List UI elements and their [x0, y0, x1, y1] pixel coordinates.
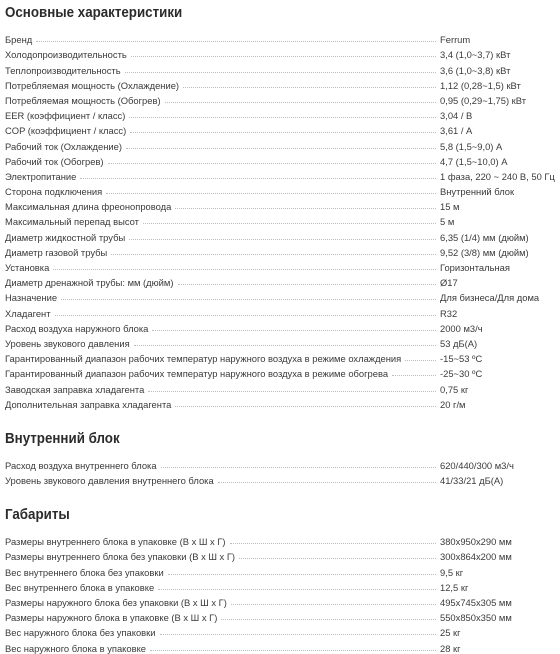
- spec-value: 5 м: [440, 216, 455, 228]
- spec-row: [5, 623, 555, 638]
- dotted-leader: [134, 345, 436, 346]
- spec-row: [5, 562, 555, 577]
- dotted-leader: [168, 574, 436, 575]
- spec-label: Размеры наружного блока без упаковки (В х Ш х Г): [5, 597, 227, 608]
- spec-value: 20 г/м: [440, 398, 466, 410]
- section-title: Основные характеристики: [5, 5, 183, 21]
- spec-row: [5, 121, 555, 136]
- spec-value: 6,35 (1/4) мм (дюйм): [440, 231, 529, 243]
- spec-row: [5, 349, 555, 364]
- spec-row: [5, 76, 555, 91]
- spec-value: 41/33/21 дБ(А): [440, 475, 504, 487]
- dotted-leader: [143, 223, 436, 224]
- spec-label: Расход воздуха внутреннего блока: [5, 459, 157, 471]
- spec-row: [5, 30, 555, 45]
- spec-value: 1,12 (0,28~1,5) кВт: [440, 79, 521, 91]
- dotted-leader: [183, 87, 436, 88]
- spec-label: Расход воздуха наружного блока: [5, 322, 149, 334]
- spec-value: 4,7 (1,5~10,0) А: [440, 155, 508, 167]
- spec-label: Гарантированный диапазон рабочих температур наружного воздуха в режиме охлаждения: [5, 353, 402, 365]
- spec-label: Теплопроизводительность: [5, 64, 121, 76]
- section-main: [5, 4, 555, 410]
- spec-label: Рабочий ток (Охлаждение): [5, 140, 122, 152]
- spec-value: 2000 м3/ч: [440, 322, 483, 334]
- spec-row: [5, 364, 555, 379]
- dotted-leader: [80, 178, 436, 179]
- spec-label: Хладагент: [5, 307, 51, 319]
- spec-row: [5, 334, 555, 349]
- spec-value: Для бизнеса/Для дома: [440, 292, 540, 304]
- spec-row: [5, 547, 555, 562]
- spec-label: Вес наружного блока без упаковки: [5, 627, 156, 639]
- dotted-leader: [218, 482, 436, 483]
- dotted-leader: [239, 558, 436, 559]
- dotted-leader: [152, 330, 436, 331]
- spec-row: [5, 532, 555, 547]
- dotted-leader: [392, 375, 436, 376]
- spec-label: Назначение: [5, 292, 58, 304]
- spec-row: [5, 456, 555, 471]
- spec-row: [5, 258, 555, 273]
- dotted-leader: [130, 132, 436, 133]
- spec-value: 3,6 (1,0~3,8) кВт: [440, 64, 511, 76]
- section-title: Внутренний блок: [5, 430, 120, 447]
- spec-list: [5, 456, 555, 486]
- dotted-leader: [148, 391, 436, 392]
- spec-label: Размеры наружного блока в упаковке (В х Ш х Г): [5, 612, 218, 624]
- spec-row: [5, 471, 555, 486]
- spec-value: 28 кг: [440, 642, 461, 654]
- spec-row: [5, 106, 555, 121]
- dotted-leader: [129, 239, 436, 240]
- dotted-leader: [158, 589, 436, 590]
- spec-row: [5, 578, 555, 593]
- spec-label: Диаметр дренажной трубы: мм (дюйм): [5, 277, 174, 289]
- dotted-leader: [160, 634, 436, 635]
- spec-value: Ferrum: [440, 34, 471, 46]
- spec-row: [5, 212, 555, 227]
- spec-value: 495x745x305 мм: [440, 597, 512, 608]
- spec-value: 0,75 кг: [440, 383, 469, 395]
- dotted-leader: [221, 619, 436, 620]
- dotted-leader: [111, 254, 436, 255]
- spec-value: 550x850x350 мм: [440, 612, 512, 624]
- dotted-leader: [175, 208, 436, 209]
- spec-label: Электропитание: [5, 170, 77, 182]
- spec-row: [5, 638, 555, 653]
- spec-list: [5, 30, 555, 410]
- spec-label: Уровень звукового давления: [5, 337, 130, 349]
- spec-label: Потребляемая мощность (Обогрев): [5, 94, 161, 106]
- spec-row: [5, 60, 555, 75]
- spec-row: [5, 395, 555, 410]
- dotted-leader: [230, 543, 436, 544]
- dotted-leader: [36, 41, 436, 42]
- spec-row: [5, 288, 555, 303]
- spec-label: Сторона подключения: [5, 186, 103, 198]
- spec-list: [5, 532, 555, 654]
- spec-label: Вес наружного блока в упаковке: [5, 642, 146, 654]
- spec-label: Уровень звукового давления внутреннего блока: [5, 475, 214, 487]
- dotted-leader: [165, 102, 436, 103]
- spec-row: [5, 593, 555, 608]
- spec-label: Заводская заправка хладагента: [5, 383, 145, 395]
- spec-label: Рабочий ток (Обогрев): [5, 155, 104, 167]
- spec-row: [5, 319, 555, 334]
- spec-label: Диаметр газовой трубы: [5, 246, 108, 258]
- spec-value: 1 фаза, 220 ~ 240 В, 50 Гц: [440, 170, 555, 182]
- spec-row: [5, 182, 555, 197]
- spec-label: Гарантированный диапазон рабочих температур наружного воздуха в режиме обогрева: [5, 368, 389, 380]
- dotted-leader: [126, 148, 436, 149]
- spec-value: 3,4 (1,0~3,7) кВт: [440, 49, 511, 61]
- spec-label: EER (коэффициент / класс): [5, 110, 126, 122]
- spec-value: 12,5 кг: [440, 581, 469, 593]
- spec-row: [5, 303, 555, 318]
- spec-value: -25~30 ºС: [440, 368, 483, 380]
- section-title: Габариты: [5, 507, 70, 524]
- spec-value: 53 дБ(А): [440, 337, 478, 349]
- spec-label: Бренд: [5, 34, 33, 46]
- spec-label: Размеры внутреннего блока в упаковке (В х Ш х Г): [5, 536, 226, 548]
- spec-value: Горизонтальная: [440, 262, 510, 273]
- dotted-leader: [131, 56, 436, 57]
- spec-value: 3,61 / А: [440, 125, 473, 137]
- spec-value: 300x864x200 мм: [440, 551, 512, 563]
- spec-value: 9,5 кг: [440, 566, 464, 578]
- spec-label: Установка: [5, 262, 50, 273]
- spec-row: [5, 91, 555, 106]
- spec-value: 620/440/300 м3/ч: [440, 459, 514, 471]
- spec-row: [5, 45, 555, 60]
- spec-label: Диаметр жидкостной трубы: [5, 231, 126, 243]
- dotted-leader: [161, 467, 436, 468]
- dotted-leader: [129, 117, 436, 118]
- dotted-leader: [55, 315, 436, 316]
- spec-label: COP (коэффициент / класс): [5, 125, 127, 137]
- spec-row: [5, 167, 555, 182]
- spec-row: [5, 136, 555, 151]
- dotted-leader: [125, 72, 436, 73]
- spec-label: Вес внутреннего блока без упаковки: [5, 566, 164, 578]
- spec-label: Дополнительная заправка хладагента: [5, 398, 172, 410]
- spec-value: 25 кг: [440, 627, 461, 639]
- section-indoor-unit: [5, 430, 555, 486]
- dotted-leader: [405, 360, 436, 361]
- dotted-leader: [178, 284, 437, 285]
- spec-value: 380x950x290 мм: [440, 536, 512, 548]
- spec-row: [5, 608, 555, 623]
- spec-row: [5, 379, 555, 394]
- dotted-leader: [175, 406, 436, 407]
- spec-row: [5, 273, 555, 288]
- spec-value: Ø17: [440, 277, 458, 289]
- dotted-leader: [106, 193, 436, 194]
- spec-row: [5, 152, 555, 167]
- spec-row: [5, 227, 555, 242]
- spec-label: Вес внутреннего блока в упаковке: [5, 581, 155, 593]
- spec-row: [5, 243, 555, 258]
- spec-value: Внутренний блок: [440, 186, 515, 198]
- section-dimensions: [5, 506, 555, 654]
- spec-value: R32: [440, 307, 458, 319]
- spec-label: Размеры внутреннего блока без упаковки (В х Ш х Г): [5, 551, 236, 563]
- spec-value: 5,8 (1,5~9,0) А: [440, 140, 503, 152]
- dotted-leader: [108, 163, 436, 164]
- spec-value: 3,04 / В: [440, 110, 473, 122]
- spec-row: [5, 197, 555, 212]
- spec-value: 15 м: [440, 201, 460, 213]
- spec-value: 0,95 (0,29~1,75) кВт: [440, 94, 527, 106]
- dotted-leader: [231, 604, 436, 605]
- spec-label: Потребляемая мощность (Охлаждение): [5, 79, 180, 91]
- dotted-leader: [61, 299, 436, 300]
- spec-label: Максимальная длина фреонопровода: [5, 201, 172, 213]
- spec-label: Холодопроизводительность: [5, 49, 127, 61]
- spec-value: -15~53 ºС: [440, 353, 483, 365]
- dotted-leader: [53, 269, 436, 270]
- spec-label: Максимальный перепад высот: [5, 216, 139, 228]
- spec-value: 9,52 (3/8) мм (дюйм): [440, 246, 529, 258]
